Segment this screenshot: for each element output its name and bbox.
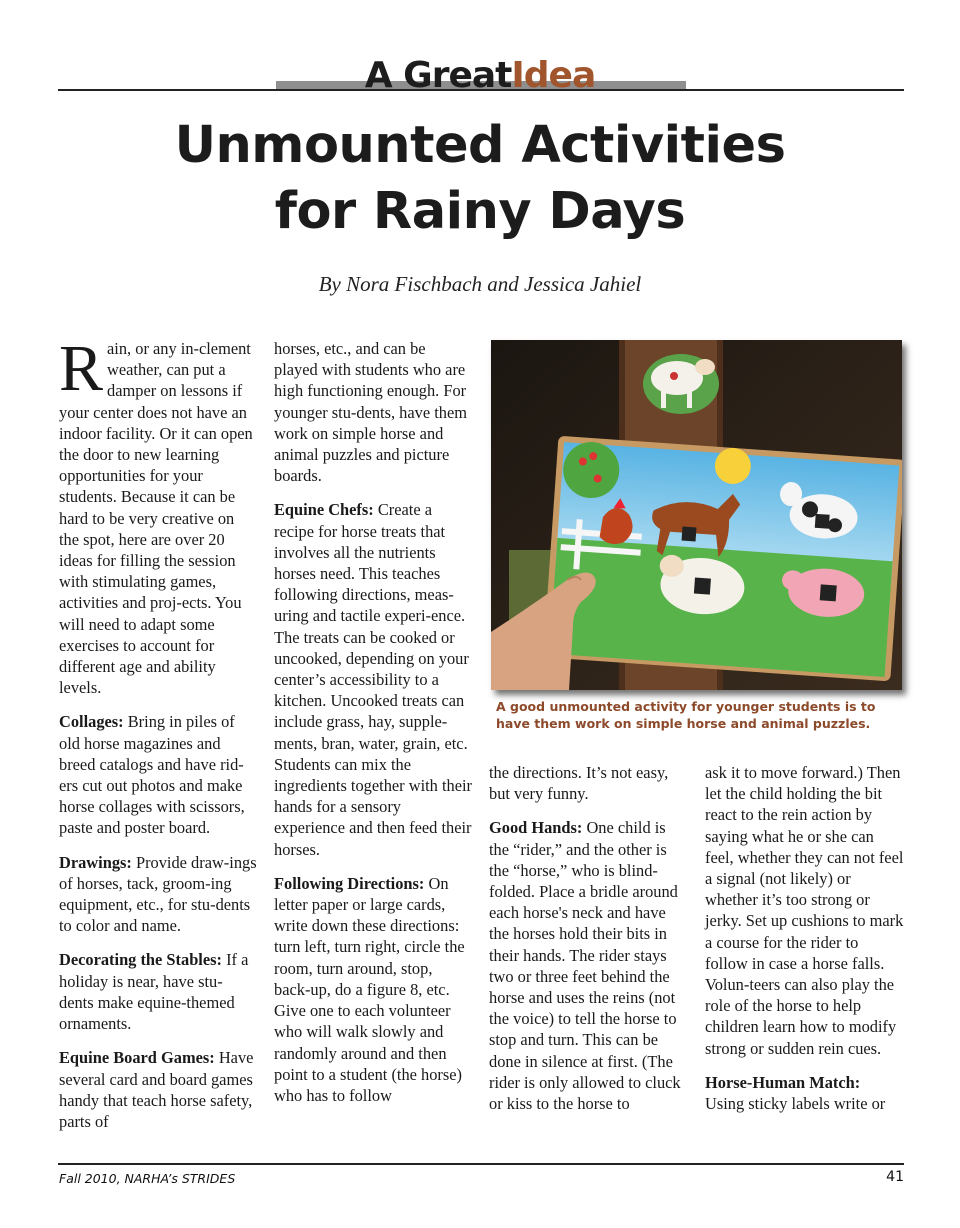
- stables-heading: Decorating the Stables:: [59, 950, 222, 970]
- hands-text: One child is the “rider,” and the other is the “horse,” who is blind-folded. Place a bridle around each horse's neck and have the horses hold their bits in their hands. The rider stays two or three feet behind the horse and uses the reins (not the voice) to tell the horse to stop and turn. This can be done in silence at first. (The rider is only allowed to cluck or kiss to the horse to: [489, 818, 681, 1114]
- directions-paragraph: [274, 873, 472, 1106]
- match-paragraph: [705, 1072, 905, 1114]
- drop-cap: R: [59, 332, 104, 405]
- board-games-continued: horses, etc., and can be played with students who are high functioning enough. For younger stu-dents, have them work on simple horse and animal puzzles and picture boards.: [274, 339, 467, 486]
- photo-caption: A good unmounted activity for younger students is to have them work on simple horse and animal puzzles.: [496, 699, 876, 731]
- title-line-2: for Rainy Days: [274, 182, 686, 241]
- article-title: [0, 113, 960, 245]
- drawings-paragraph: [59, 852, 257, 937]
- board-games-heading: Equine Board Games:: [59, 1048, 215, 1068]
- footer-rule: [58, 1163, 904, 1165]
- text-column-3: [489, 762, 687, 1114]
- hands-paragraph: [489, 817, 687, 1114]
- collages-paragraph: [59, 711, 257, 838]
- puzzle-photo-illustration: [491, 340, 902, 690]
- title-line-1: Unmounted Activities: [174, 116, 786, 175]
- header-rule: [58, 89, 904, 91]
- footer-publication: Fall 2010, NARHA’s STRIDES: [59, 1171, 236, 1186]
- intro-paragraph: [59, 332, 257, 698]
- puzzle-photo: [491, 340, 902, 690]
- text-column-4: [705, 762, 905, 1114]
- text-column-2: [274, 338, 472, 1106]
- hands-continued: ask it to move forward.) Then let the child holding the bit react to the rein action by saying what he or she can feel, whether they can not feel a signal (not likely) or whether it’s too strong or jerky. Set up cushions to mark a course for the rider to follow in case a horse falls. Volun-teers can also play the role of the horse to help children learn how to modify strong or sudden rein cues.: [705, 763, 904, 1058]
- directions-text: On letter paper or large cards, write down these directions: turn left, turn right, circle the room, turn around, stop, back-up, do a figure 8, etc. Give one to each volunteer who will walk slowly and randomly around and then point to a student (the horse) who has to follow: [274, 873, 465, 1105]
- chefs-paragraph: [274, 499, 472, 859]
- intro-text: ain, or any in-clement weather, can put a damper on lessons if your center does not have an indoor facility. Or it can open the door to new learning opportunities for your students. Because it can be hard to be very creative on the spot, here are over 20 ideas for filling the session with stimulating games, activities and proj-ects. You will need to adapt some exercises to account for different age and ability levels.: [59, 339, 253, 698]
- drawings-text: Provide draw-ings of horses, tack, groom-ing equipment, etc., for stu-dents to color and name.: [59, 852, 257, 936]
- section-label: [0, 54, 960, 89]
- collages-text: Bring in piles of old horse magazines and breed catalogs and have rid-ers cut out photos and make horse collages with scissors, paste and poster board.: [59, 712, 245, 838]
- board-games-paragraph: [59, 1047, 257, 1132]
- board-games-text: Have several card and board games handy that teach horse safety, parts of: [59, 1048, 254, 1131]
- page-number: 41: [886, 1169, 904, 1185]
- stables-text: If a holiday is near, have stu-dents make equine-themed ornaments.: [59, 950, 249, 1034]
- stables-paragraph: [59, 949, 257, 1034]
- directions-continued: the directions. It’s not easy, but very funny.: [489, 763, 669, 804]
- chefs-text: Create a recipe for horse treats that involves all the nutrients horses need. This teaches following directions, meas-uring and tactile experi-ence. The treats can be cooked or uncooked, depending on your center’s accessibility to a kitchen. Uncooked treats can include grass, hay, supple-ments, bran, water, grain, etc. Students can mix the ingredients together with their hands for a sensory experience and then feed their horses.: [274, 500, 473, 859]
- match-heading: Horse-Human Match:: [705, 1072, 861, 1092]
- match-text: Using sticky labels write or: [705, 1094, 886, 1114]
- byline: By Nora Fischbach and Jessica Jahiel: [318, 272, 642, 296]
- section-label-word2: Idea: [511, 55, 596, 89]
- text-column-1: [59, 332, 257, 1132]
- directions-heading: Following Directions:: [274, 873, 425, 893]
- drawings-heading: Drawings:: [59, 852, 132, 872]
- collages-heading: Collages:: [59, 712, 124, 732]
- chefs-heading: Equine Chefs:: [274, 500, 374, 520]
- hands-heading: Good Hands:: [489, 818, 583, 838]
- section-label-word1: A Great: [364, 55, 512, 89]
